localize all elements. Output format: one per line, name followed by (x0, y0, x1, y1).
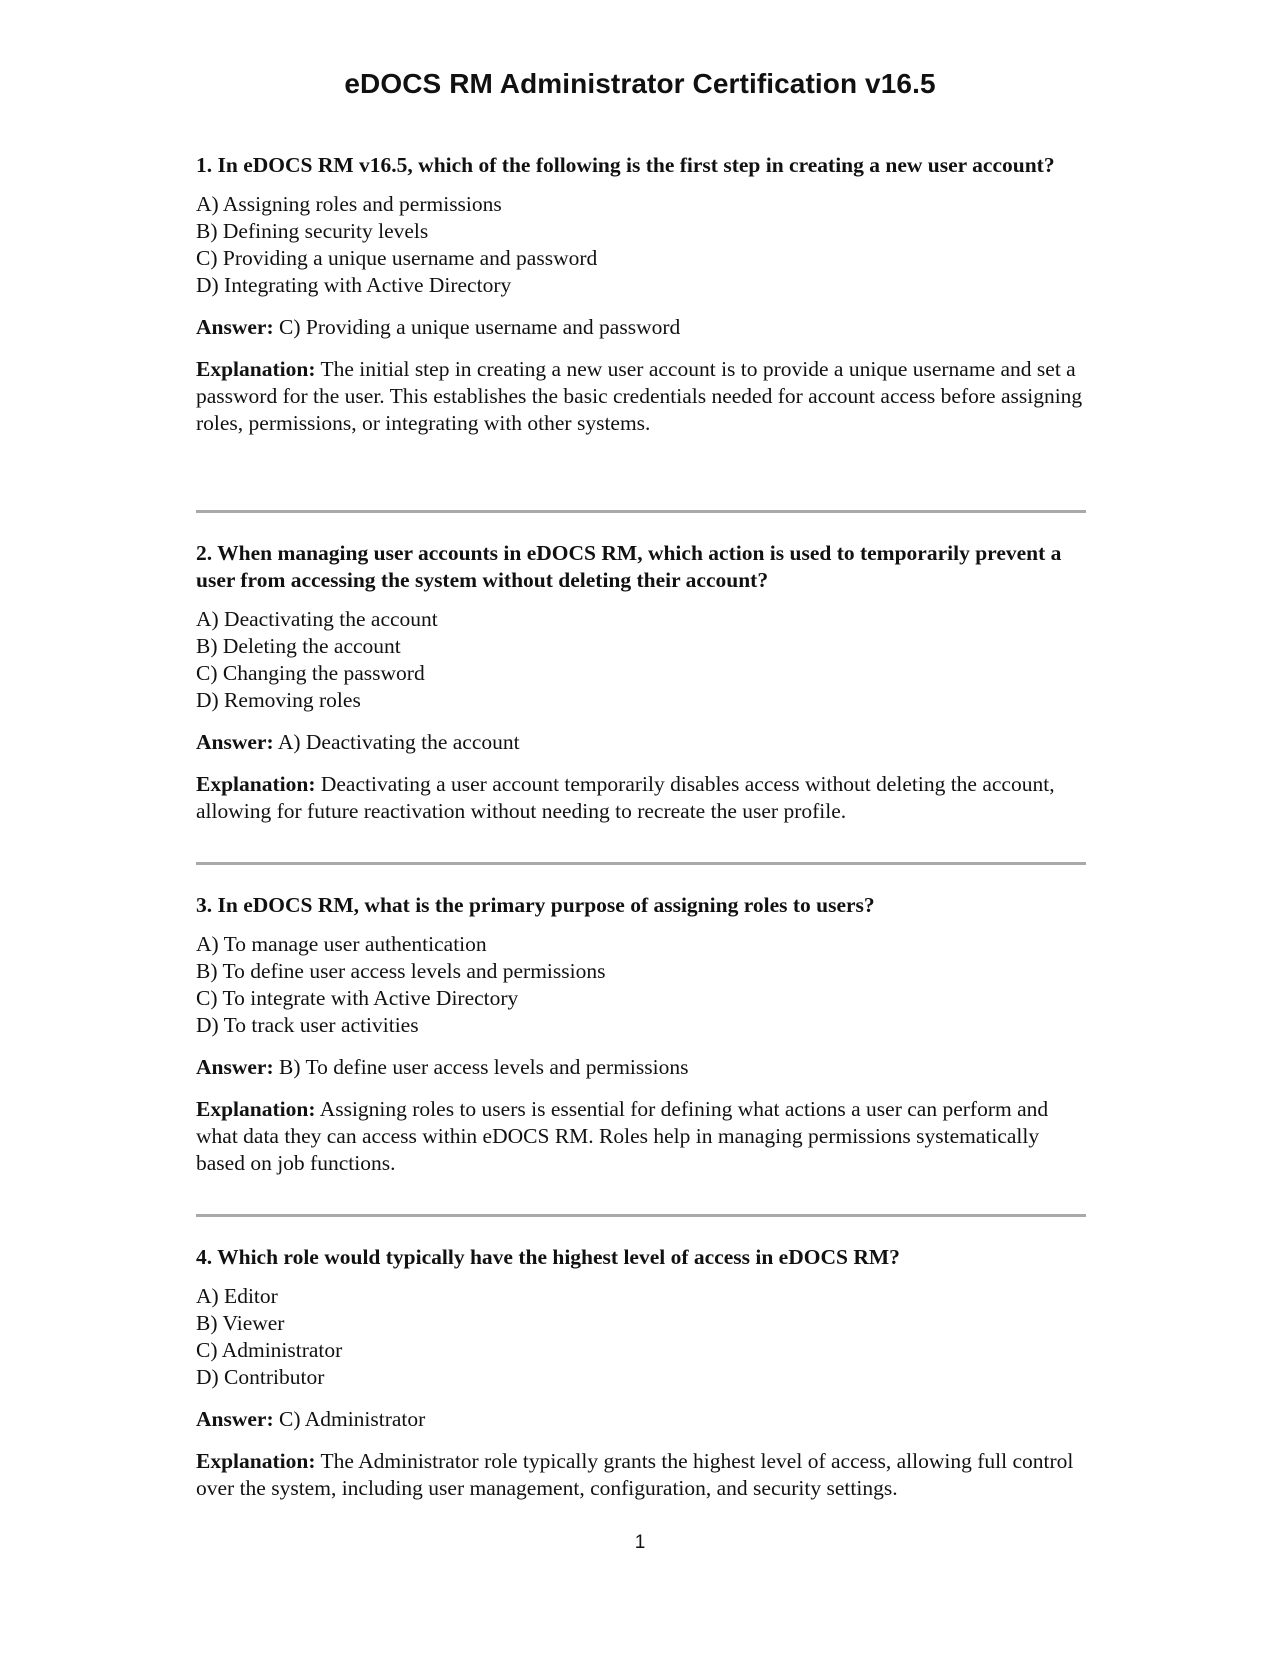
option-a: A) Editor (196, 1284, 278, 1308)
explanation-label: Explanation: (196, 772, 316, 796)
question-block-2 (196, 540, 1086, 825)
option-b: B) Defining security levels (196, 219, 429, 243)
option-b: B) Deleting the account (196, 634, 401, 658)
explanation-paragraph (196, 356, 1086, 437)
question-block-3 (196, 892, 1086, 1177)
option-c: C) Changing the password (196, 661, 425, 685)
question-text: 2. When managing user accounts in eDOCS RM, which action is used to temporarily prevent a user from accessing the system without deleting their account? (196, 541, 1062, 592)
answer-label: Answer: (196, 315, 274, 339)
option-c: C) To integrate with Active Directory (196, 986, 519, 1010)
question-text: 1. In eDOCS RM v16.5, which of the following is the first step in creating a new user account? (196, 153, 1055, 177)
question-text: 3. In eDOCS RM, what is the primary purpose of assigning roles to users? (196, 893, 875, 917)
section-divider (196, 1214, 1086, 1217)
section-divider (196, 510, 1086, 513)
explanation-text: The initial step in creating a new user account is to provide a unique username and set a password for the user. This establishes the basic credentials needed for account access before assigning roles, permissions, or integrating with other systems. (196, 357, 1083, 435)
option-d: D) Integrating with Active Directory (196, 273, 512, 297)
options-list (196, 1283, 1086, 1391)
document-title: eDOCS RM Administrator Certification v16.5 (344, 68, 936, 99)
explanation-text: Assigning roles to users is essential for defining what actions a user can perform and what data they can access within eDOCS RM. Roles help in managing permissions systematically based on job functions. (196, 1097, 1049, 1175)
answer-label: Answer: (196, 730, 274, 754)
page-number: 1 (634, 1532, 646, 1553)
answer-line (196, 314, 1086, 341)
answer-text: A) Deactivating the account (277, 730, 520, 754)
option-c: C) Administrator (196, 1338, 343, 1362)
explanation-label: Explanation: (196, 1097, 316, 1121)
question-text: 4. Which role would typically have the highest level of access in eDOCS RM? (196, 1245, 900, 1269)
explanation-paragraph (196, 1448, 1086, 1502)
option-c: C) Providing a unique username and password (196, 246, 598, 270)
question-block-1 (196, 152, 1086, 437)
explanation-paragraph (196, 771, 1086, 825)
question-block-4 (196, 1244, 1086, 1502)
answer-text: B) To define user access levels and permissions (279, 1055, 689, 1079)
answer-label: Answer: (196, 1055, 274, 1079)
options-list (196, 931, 1086, 1039)
answer-line (196, 1054, 1086, 1081)
answer-text: C) Providing a unique username and password (279, 315, 681, 339)
options-list (196, 606, 1086, 714)
answer-line (196, 729, 1086, 756)
explanation-label: Explanation: (196, 1449, 316, 1473)
answer-label: Answer: (196, 1407, 274, 1431)
option-a: A) Assigning roles and permissions (196, 192, 502, 216)
option-d: D) To track user activities (196, 1013, 419, 1037)
option-a: A) Deactivating the account (196, 607, 438, 631)
option-b: B) To define user access levels and permissions (196, 959, 606, 983)
option-b: B) Viewer (196, 1311, 285, 1335)
option-a: A) To manage user authentication (196, 932, 487, 956)
section-divider (196, 862, 1086, 865)
option-d: D) Removing roles (196, 688, 361, 712)
answer-text: C) Administrator (279, 1407, 426, 1431)
options-list (196, 191, 1086, 299)
explanation-text: The Administrator role typically grants the highest level of access, allowing full control over the system, including user management, configuration, and security settings. (196, 1449, 1074, 1500)
option-d: D) Contributor (196, 1365, 325, 1389)
answer-line (196, 1406, 1086, 1433)
explanation-paragraph (196, 1096, 1086, 1177)
explanation-text: Deactivating a user account temporarily disables access without deleting the account, allowing for future reactivation without needing to recreate the user profile. (196, 772, 1055, 823)
explanation-label: Explanation: (196, 357, 316, 381)
